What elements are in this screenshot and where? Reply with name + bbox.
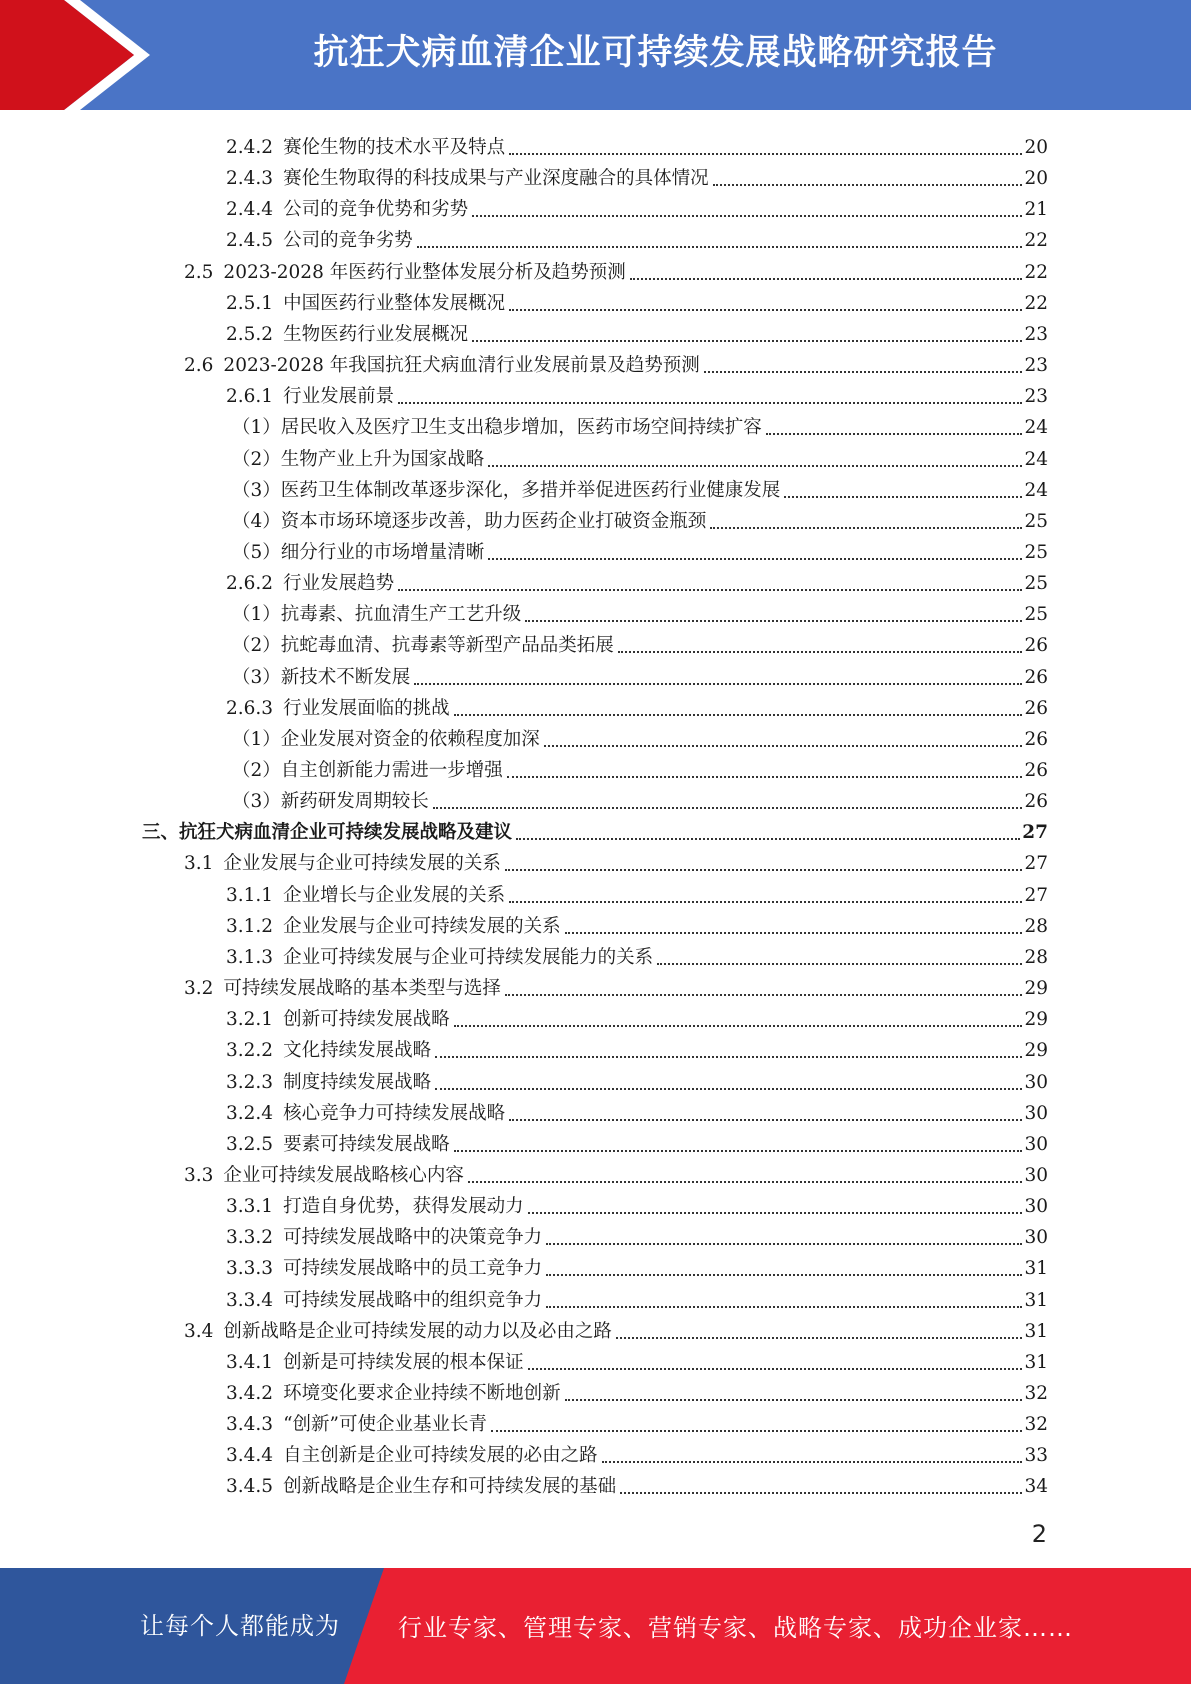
toc-entry-title: 文化持续发展战略 xyxy=(283,1040,432,1062)
toc-entry-page: 28 xyxy=(1024,915,1048,937)
toc-entry-title: 2023-2028 年医药行业整体发展分析及趋势预测 xyxy=(223,261,626,283)
toc-entry[interactable] xyxy=(232,440,1048,471)
toc-leader-dots xyxy=(525,617,1022,622)
toc-entry-title: 制度持续发展战略 xyxy=(283,1071,432,1093)
toc-entry[interactable] xyxy=(226,1436,1048,1467)
toc-entry-title: 公司的竞争优势和劣势 xyxy=(283,199,469,221)
toc-entry-title: 可持续发展战略中的决策竞争力 xyxy=(283,1227,543,1249)
toc-entry-title: 抗毒素、抗血清生产工艺升级 xyxy=(280,604,522,626)
toc-entry-page: 30 xyxy=(1024,1227,1048,1249)
toc-entry-number: （3） xyxy=(232,479,281,501)
toc-leader-dots xyxy=(505,991,1023,996)
toc-entry-title: 可持续发展战略的基本类型与选择 xyxy=(223,978,501,1000)
toc-entry-number: 2.6.1 xyxy=(226,386,274,408)
toc-entry-page: 28 xyxy=(1024,946,1048,968)
toc-entry-page: 31 xyxy=(1024,1320,1048,1342)
toc-entry[interactable] xyxy=(226,315,1048,346)
toc-entry-page: 22 xyxy=(1024,261,1048,283)
toc-leader-dots xyxy=(704,368,1023,373)
toc-leader-dots xyxy=(766,430,1023,435)
toc-entry-page: 25 xyxy=(1024,604,1048,626)
toc-leader-dots xyxy=(472,212,1022,217)
toc-entry[interactable] xyxy=(232,408,1048,439)
toc-leader-dots xyxy=(398,399,1022,404)
toc-leader-dots xyxy=(602,1458,1023,1463)
toc-leader-dots xyxy=(616,1334,1023,1339)
toc-entry-page: 29 xyxy=(1024,978,1048,1000)
toc-leader-dots xyxy=(565,1396,1023,1401)
toc-entry[interactable] xyxy=(226,284,1048,315)
toc-entry-title: 可持续发展战略中的组织竞争力 xyxy=(283,1289,543,1311)
toc-leader-dots xyxy=(509,150,1022,155)
toc-leader-dots xyxy=(509,306,1022,311)
toc-entry[interactable] xyxy=(226,1218,1048,1249)
toc-leader-dots xyxy=(546,1303,1022,1308)
toc-entry-page: 26 xyxy=(1024,791,1048,813)
toc-entry-page: 31 xyxy=(1024,1351,1048,1373)
toc-entry-page: 33 xyxy=(1024,1445,1048,1467)
toc-leader-dots xyxy=(472,337,1022,342)
toc-entry[interactable] xyxy=(232,595,1048,626)
toc-entry-number: 2.5.1 xyxy=(226,292,274,314)
toc-entry-number: （4） xyxy=(232,510,281,532)
toc-leader-dots xyxy=(507,773,1023,778)
toc-entry[interactable] xyxy=(232,626,1048,657)
toc-entry-number: 3.3.1 xyxy=(226,1196,274,1218)
toc-entry[interactable] xyxy=(226,377,1048,408)
toc-entry-title: 新药研发周期较长 xyxy=(280,791,429,813)
toc-leader-dots xyxy=(710,524,1022,529)
toc-entry-number: 2.6.2 xyxy=(226,573,274,595)
toc-entry-title: 居民收入及医疗卫生支出稳步增加，医药市场空间持续扩容 xyxy=(280,417,762,439)
toc-entry-page: 29 xyxy=(1024,1040,1048,1062)
toc-entry-number: （3） xyxy=(232,791,281,813)
toc-entry-number: 3.3.2 xyxy=(226,1227,274,1249)
toc-entry[interactable] xyxy=(232,533,1048,564)
toc-entry-number: 3.1 xyxy=(184,853,214,875)
toc-entry-number: （2） xyxy=(232,760,281,781)
toc-entry[interactable] xyxy=(232,502,1048,533)
toc-leader-dots xyxy=(454,1022,1023,1027)
toc-leader-dots xyxy=(488,462,1022,467)
toc-entry[interactable] xyxy=(232,720,1048,751)
toc-entry[interactable] xyxy=(226,1031,1048,1062)
toc-entry-number: 3.4 xyxy=(184,1320,214,1342)
toc-entry[interactable] xyxy=(226,1281,1048,1312)
toc-entry-title: 行业发展趋势 xyxy=(283,573,395,595)
toc-entry-title: 企业增长与企业发展的关系 xyxy=(283,884,506,906)
toc-entry[interactable] xyxy=(184,253,1048,284)
toc-entry[interactable] xyxy=(226,1405,1048,1436)
toc-entry-number: 2.6 xyxy=(184,355,214,377)
toc-entry-number: 3.1.2 xyxy=(226,915,274,937)
toc-entry-page: 23 xyxy=(1024,355,1048,377)
toc-entry-number: 3.2.3 xyxy=(226,1071,274,1093)
toc-entry-page: 31 xyxy=(1024,1289,1048,1311)
toc-leader-dots xyxy=(630,275,1023,280)
toc-leader-dots xyxy=(433,804,1023,809)
toc-entry[interactable] xyxy=(232,751,1048,782)
toc-entry-title: 打造自身优势，获得发展动力 xyxy=(283,1196,524,1218)
toc-entry-page: 26 xyxy=(1024,635,1048,657)
toc-entry-number: 3.3.4 xyxy=(226,1289,274,1311)
toc-entry[interactable] xyxy=(226,938,1048,969)
toc-entry-page: 24 xyxy=(1024,479,1048,501)
toc-entry-page: 21 xyxy=(1024,199,1048,221)
toc-leader-dots xyxy=(657,960,1022,965)
toc-entry-page: 30 xyxy=(1024,1164,1048,1186)
toc-entry[interactable] xyxy=(226,1094,1048,1125)
toc-leader-dots xyxy=(468,1178,1023,1183)
toc-entry-page: 27 xyxy=(1022,822,1048,844)
toc-leader-dots xyxy=(454,1147,1023,1152)
toc-entry-title: 企业可持续发展与企业可持续发展能力的关系 xyxy=(283,946,654,968)
toc-entry[interactable] xyxy=(226,1374,1048,1405)
toc-entry-title: 核心竞争力可持续发展战略 xyxy=(283,1102,506,1124)
toc-entry-title: 可持续发展战略中的员工竞争力 xyxy=(283,1258,543,1280)
toc-leader-dots xyxy=(618,648,1023,653)
toc-leader-dots xyxy=(435,1053,1022,1058)
toc-entry[interactable] xyxy=(226,190,1048,221)
toc-entry-page: 23 xyxy=(1024,323,1048,345)
toc-entry-number: 2.5.2 xyxy=(226,323,274,345)
toc-entry-title: 企业可持续发展战略核心内容 xyxy=(223,1164,464,1186)
toc-leader-dots xyxy=(528,1209,1023,1214)
toc-entry-title: 抗狂犬病血清企业可持续发展战略及建议 xyxy=(179,822,513,844)
toc-entry[interactable] xyxy=(184,1156,1048,1187)
toc-entry-number: 3.2.2 xyxy=(226,1040,274,1062)
toc-leader-dots xyxy=(544,742,1023,747)
toc-entry-page: 26 xyxy=(1024,697,1048,719)
toc-entry-page: 25 xyxy=(1024,573,1048,595)
toc-entry[interactable] xyxy=(226,1467,1048,1498)
toc-entry-title: 新技术不断发展 xyxy=(280,666,411,688)
toc-entry-page: 24 xyxy=(1024,417,1048,439)
toc-entry[interactable] xyxy=(232,782,1048,813)
toc-entry-title: 医药卫生体制改革逐步深化，多措并举促进医药行业健康发展 xyxy=(280,479,781,501)
toc-entry-title: 创新战略是企业生存和可持续发展的基础 xyxy=(283,1476,617,1498)
toc-leader-dots xyxy=(509,1116,1022,1121)
toc-entry-page: 30 xyxy=(1024,1102,1048,1124)
toc-leader-dots xyxy=(546,1240,1022,1245)
page-number: 2 xyxy=(1031,1520,1047,1548)
toc-entry-number: 2.4.3 xyxy=(226,168,274,190)
toc-entry-number: 3.2.5 xyxy=(226,1133,274,1155)
toc-entry-title: 行业发展前景 xyxy=(283,386,395,408)
toc-entry-number: （2） xyxy=(232,448,281,470)
toc-leader-dots xyxy=(454,711,1023,716)
toc-entry-number: 3.4.1 xyxy=(226,1351,274,1373)
toc-entry-title: 行业发展面临的挑战 xyxy=(283,697,450,719)
toc-entry[interactable] xyxy=(226,564,1048,595)
toc-leader-dots xyxy=(505,866,1023,871)
footer-slogan-left: 让每个人都能成为 xyxy=(140,1612,340,1640)
toc-entry-page: 20 xyxy=(1024,137,1048,158)
toc-entry-title: “创新”可使企业基业长青 xyxy=(283,1414,487,1436)
header-banner xyxy=(0,0,1191,110)
toc-leader-dots xyxy=(565,929,1023,934)
toc-leader-dots xyxy=(488,555,1022,560)
toc-entry-number: 2.4.2 xyxy=(226,137,274,158)
toc-entry-page: 27 xyxy=(1024,884,1048,906)
header-arrow-shape xyxy=(0,0,140,110)
toc-entry-number: 3.1.1 xyxy=(226,884,274,906)
toc-entry-page: 34 xyxy=(1024,1476,1048,1498)
toc-leader-dots xyxy=(528,1365,1023,1370)
toc-entry[interactable] xyxy=(226,1125,1048,1156)
toc-leader-dots xyxy=(491,1427,1022,1432)
toc-entry-title: 细分行业的市场增量清晰 xyxy=(280,541,485,563)
toc-entry-page: 26 xyxy=(1024,760,1048,781)
toc-entry-number: （1） xyxy=(232,417,281,439)
toc-entry-title: 生物产业上升为国家战略 xyxy=(280,448,485,470)
toc-entry[interactable] xyxy=(226,128,1048,159)
toc-leader-dots xyxy=(435,1085,1022,1090)
toc-leader-dots xyxy=(398,586,1022,591)
report-title: 抗狂犬病血清企业可持续发展战略研究报告 xyxy=(313,33,998,73)
toc-entry-page: 25 xyxy=(1024,541,1048,563)
toc-entry-title: 生物医药行业发展概况 xyxy=(283,323,469,345)
toc-leader-dots xyxy=(509,898,1022,903)
toc-entry[interactable] xyxy=(226,689,1048,720)
toc-entry-title: 赛伦生物取得的科技成果与产业深度融合的具体情况 xyxy=(283,168,709,190)
toc-entry-number: 2.4.4 xyxy=(226,199,274,221)
toc-entry-number: 3.3 xyxy=(184,1164,214,1186)
toc-entry-page: 30 xyxy=(1024,1133,1048,1155)
toc-entry-title: 资本市场环境逐步改善，助力医药企业打破资金瓶颈 xyxy=(280,510,707,532)
toc-entry[interactable] xyxy=(226,907,1048,938)
toc-entry-page: 32 xyxy=(1024,1383,1048,1404)
footer-banner xyxy=(0,1568,1191,1684)
toc-entry-page: 22 xyxy=(1024,292,1048,314)
toc-leader-dots xyxy=(417,243,1023,248)
toc-entry-number: 3.1.3 xyxy=(226,946,274,968)
toc-entry[interactable] xyxy=(184,969,1048,1000)
toc-entry-number: 3.4.4 xyxy=(226,1445,274,1467)
toc-entry-page: 29 xyxy=(1024,1009,1048,1031)
toc-entry-title: 赛伦生物的技术水平及特点 xyxy=(283,137,506,158)
toc-entry-number: 3.4.3 xyxy=(226,1414,274,1436)
toc-leader-dots xyxy=(546,1271,1022,1276)
toc-entry[interactable] xyxy=(226,1187,1048,1218)
toc-entry-title: 公司的竞争劣势 xyxy=(283,230,413,252)
toc-entry-title: 中国医药行业整体发展概况 xyxy=(283,292,506,314)
toc-entry-title: 企业发展对资金的依赖程度加深 xyxy=(280,728,540,750)
toc-entry-page: 31 xyxy=(1024,1258,1048,1280)
toc-entry-page: 20 xyxy=(1024,168,1048,190)
footer-slogan-right: 行业专家、管理专家、营销专家、战略专家、成功企业家…… xyxy=(398,1614,1073,1642)
toc-entry[interactable] xyxy=(184,844,1048,875)
toc-leader-dots xyxy=(414,680,1022,685)
toc-entry[interactable] xyxy=(232,471,1048,502)
toc-entry-title: 环境变化要求企业持续不断地创新 xyxy=(283,1383,561,1404)
toc-entry-page: 27 xyxy=(1024,853,1048,875)
toc-entry-page: 26 xyxy=(1024,728,1048,750)
toc-entry-number: 2.5 xyxy=(184,261,214,283)
toc-entry-title: 创新战略是企业可持续发展的动力以及必由之路 xyxy=(223,1320,612,1342)
toc-entry-number: 3.3.3 xyxy=(226,1258,274,1280)
toc-entry[interactable] xyxy=(226,1063,1048,1094)
toc-entry-title: 创新是可持续发展的根本保证 xyxy=(283,1351,524,1373)
toc-leader-dots xyxy=(784,493,1022,498)
toc-leader-dots xyxy=(713,181,1023,186)
toc-leader-dots xyxy=(516,835,1020,840)
toc-entry[interactable] xyxy=(142,813,1048,844)
toc-entry-number: 3.2.1 xyxy=(226,1009,274,1031)
toc-entry[interactable] xyxy=(226,1249,1048,1280)
toc-entry-number: 3.4.2 xyxy=(226,1383,274,1404)
toc-entry-number: 3.4.5 xyxy=(226,1476,274,1498)
toc-entry-number: （2） xyxy=(232,635,281,657)
toc-entry-page: 32 xyxy=(1024,1414,1048,1436)
toc-entry-page: 23 xyxy=(1024,386,1048,408)
toc-entry[interactable] xyxy=(226,159,1048,190)
toc-entry[interactable] xyxy=(184,346,1048,377)
toc-entry[interactable] xyxy=(184,1312,1048,1343)
toc-entry-page: 25 xyxy=(1024,510,1048,532)
toc-entry-number: 三、 xyxy=(142,822,180,844)
toc-entry-number: （3） xyxy=(232,666,281,688)
toc-leader-dots xyxy=(620,1489,1022,1494)
toc-entry-page: 30 xyxy=(1024,1071,1048,1093)
toc-entry-number: 3.2.4 xyxy=(226,1102,274,1124)
toc-entry-title: 创新可持续发展战略 xyxy=(283,1009,450,1031)
toc-entry[interactable] xyxy=(232,658,1048,689)
toc-entry-title: 要素可持续发展战略 xyxy=(283,1133,450,1155)
toc-entry-number: 2.6.3 xyxy=(226,697,274,719)
toc-entry[interactable] xyxy=(226,876,1048,907)
toc-entry-title: 自主创新是企业可持续发展的必由之路 xyxy=(283,1445,598,1467)
toc-entry-title: 抗蛇毒血清、抗毒素等新型产品品类拓展 xyxy=(280,635,614,657)
toc-entry-title: 企业发展与企业可持续发展的关系 xyxy=(223,853,501,875)
toc-entry-number: （1） xyxy=(232,728,281,750)
toc-entry-page: 26 xyxy=(1024,666,1048,688)
toc-entry-number: 2.4.5 xyxy=(226,230,274,252)
toc-entry-number: （5） xyxy=(232,541,281,563)
toc-entry[interactable] xyxy=(226,221,1048,252)
toc-entry[interactable] xyxy=(226,1343,1048,1374)
toc-entry-title: 企业发展与企业可持续发展的关系 xyxy=(283,915,561,937)
toc-entry-number: 3.2 xyxy=(184,978,214,1000)
toc-entry-number: （1） xyxy=(232,604,281,626)
toc-entry-title: 自主创新能力需进一步增强 xyxy=(280,760,503,781)
toc-entry-title: 2023-2028 年我国抗狂犬病血清行业发展前景及趋势预测 xyxy=(223,355,700,377)
toc-entry-page: 22 xyxy=(1024,230,1048,252)
toc-entry-page: 30 xyxy=(1024,1196,1048,1218)
toc-entry-page: 24 xyxy=(1024,448,1048,470)
toc-entry[interactable] xyxy=(226,1000,1048,1031)
